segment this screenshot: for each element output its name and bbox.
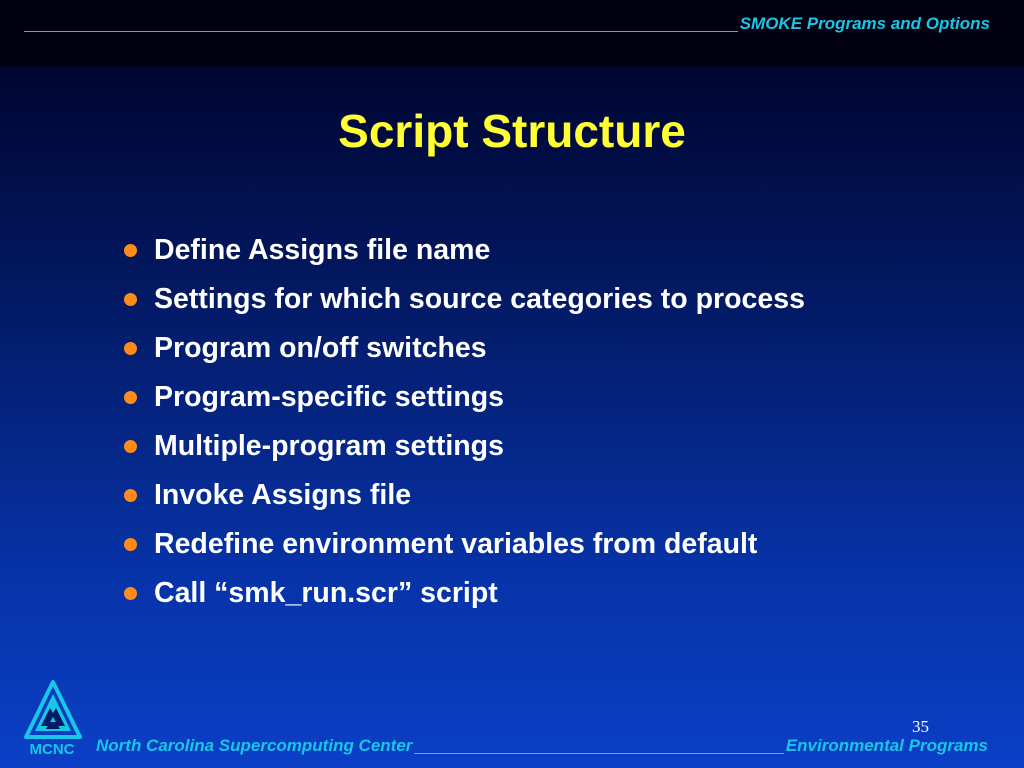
bullet-text: Program-specific settings (154, 381, 505, 413)
bullet-item (120, 226, 805, 275)
bullet-item (120, 324, 805, 373)
bullet-item (120, 569, 805, 618)
bullet-dot-icon (124, 587, 137, 600)
bullet-text: Program on/off switches (154, 332, 487, 364)
bullet-dot-icon (124, 293, 137, 306)
footer-rule (414, 753, 783, 754)
bullet-text: Call “smk_run.scr” script (154, 577, 498, 609)
footer-left-text: North Carolina Supercomputing Center (96, 736, 413, 755)
bullet-text: Invoke Assigns file (154, 479, 412, 511)
bullet-dot-icon (124, 244, 137, 257)
bullet-item (120, 373, 805, 422)
bullet-list (120, 226, 805, 618)
header-rule (24, 31, 738, 32)
bullet-item (120, 471, 805, 520)
bullet-item (120, 275, 805, 324)
bullet-item (120, 422, 805, 471)
bullet-text: Multiple-program settings (154, 430, 504, 462)
slide-title: Script Structure (338, 105, 686, 157)
bullet-dot-icon (124, 440, 137, 453)
page-number: 35 (912, 717, 929, 736)
mcnc-logo (20, 680, 86, 760)
bullet-dot-icon (124, 342, 137, 355)
bullet-text: Redefine environment variables from default (154, 528, 758, 560)
header-bar (24, 14, 990, 34)
header-title: SMOKE Programs and Options (739, 14, 990, 33)
bullet-dot-icon (124, 538, 137, 551)
bullet-text: Settings for which source categories to process (154, 283, 805, 315)
bullet-dot-icon (124, 489, 137, 502)
mcnc-logo-icon (24, 680, 82, 740)
bullet-dot-icon (124, 391, 137, 404)
footer-bar (96, 736, 988, 756)
bullet-text: Define Assigns file name (154, 234, 491, 266)
bullet-item (120, 520, 805, 569)
logo-text: MCNC (29, 741, 75, 758)
footer-right-text: Environmental Programs (785, 736, 988, 755)
